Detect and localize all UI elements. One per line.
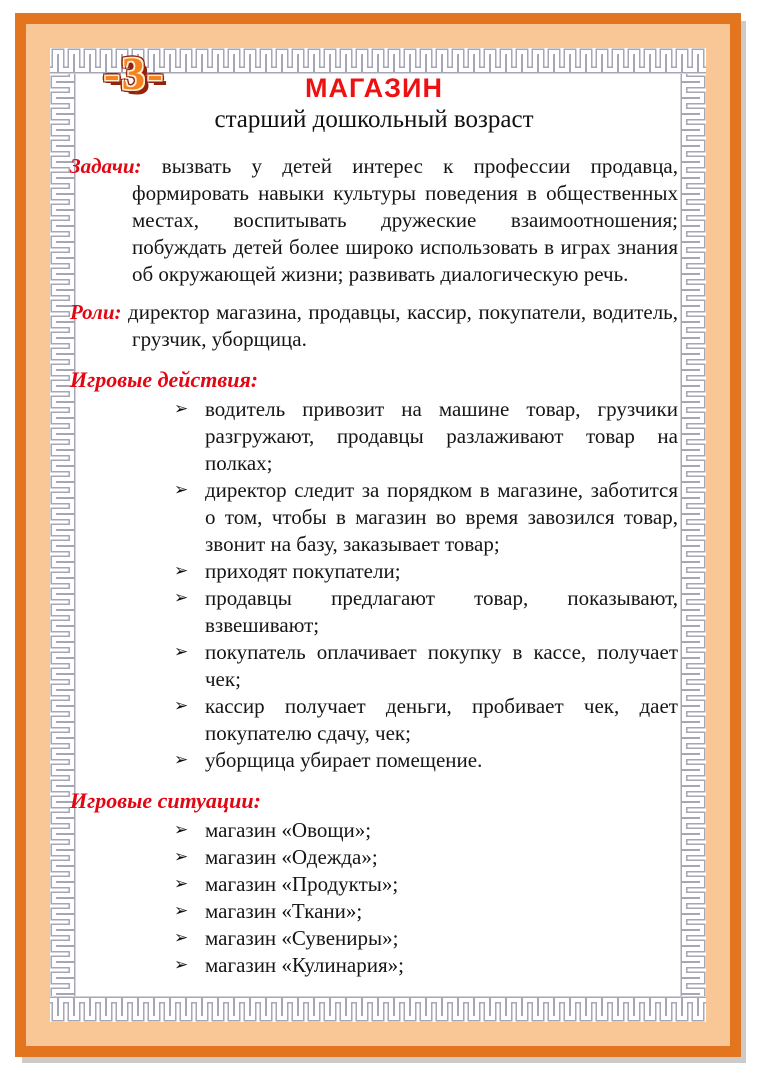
- arrow-bullet-icon: ➢: [174, 588, 189, 608]
- page-subtitle: старший дошкольный возраст: [214, 106, 534, 133]
- actions-list: [70, 396, 678, 774]
- card-header: [70, 48, 678, 135]
- action-item-text: покупатель оплачивает покупку в кассе, получает чек;: [205, 640, 678, 691]
- tasks-text: вызвать у детей интерес к профессии продавца, формировать навыки культуры поведения в общественных местах, воспитывать дружеские взаимоотношения; побуждать детей более широко использовать в играх знания об окружающей жизни; развивать диалогическую речь.: [132, 154, 678, 286]
- arrow-bullet-icon: ➢: [174, 561, 189, 581]
- arrow-bullet-icon: ➢: [174, 955, 189, 975]
- tasks-label: Задачи:: [70, 154, 142, 178]
- situation-list-item: [70, 817, 678, 844]
- action-item-text: директор следит за порядком в магазине, заботится о том, чтобы в магазин во время завозился товар, звонит на базу, заказывает товар;: [205, 478, 678, 556]
- situation-list-item: [70, 844, 678, 871]
- arrow-bullet-icon: ➢: [174, 901, 189, 921]
- action-item-text: уборщица убирает помещение.: [205, 748, 483, 772]
- action-item-text: кассир получает деньги, пробивает чек, дает покупателю сдачу, чек;: [205, 694, 678, 745]
- arrow-bullet-icon: ➢: [174, 750, 189, 770]
- card-panel: [50, 48, 706, 1022]
- roles-label: Роли:: [70, 300, 122, 324]
- situation-list-item: [70, 952, 678, 979]
- action-list-item: [70, 585, 678, 639]
- situations-list: [70, 817, 678, 979]
- arrow-bullet-icon: ➢: [174, 642, 189, 662]
- roles-text: директор магазина, продавцы, кассир, покупатели, водитель, грузчик, уборщица.: [128, 300, 678, 351]
- arrow-bullet-icon: ➢: [174, 399, 189, 419]
- action-item-text: водитель привозит на машине товар, грузчики разгружают, продавцы разлаживают товар на полках;: [205, 397, 678, 475]
- situation-list-item: [70, 898, 678, 925]
- situation-item-text: магазин «Продукты»;: [205, 872, 399, 896]
- arrow-bullet-icon: ➢: [174, 847, 189, 867]
- tasks-paragraph: [70, 153, 678, 288]
- roles-paragraph: [70, 299, 678, 353]
- action-item-text: приходят покупатели;: [205, 559, 401, 583]
- action-list-item: [70, 558, 678, 585]
- situation-item-text: магазин «Овощи»;: [205, 818, 372, 842]
- action-list-item: [70, 477, 678, 558]
- card-frame: [15, 13, 741, 1057]
- situations-heading: Игровые ситуации:: [70, 788, 261, 813]
- situation-item-text: магазин «Кулинария»;: [205, 953, 404, 977]
- actions-heading: Игровые действия:: [70, 367, 259, 392]
- arrow-bullet-icon: ➢: [174, 480, 189, 500]
- arrow-bullet-icon: ➢: [174, 874, 189, 894]
- arrow-bullet-icon: ➢: [174, 820, 189, 840]
- arrow-bullet-icon: ➢: [174, 928, 189, 948]
- situation-list-item: [70, 925, 678, 952]
- action-list-item: [70, 396, 678, 477]
- page-number-badge: -3-: [104, 48, 165, 100]
- action-list-item: [70, 747, 678, 774]
- page-title: МАГАЗИН: [305, 73, 443, 103]
- situation-item-text: магазин «Ткани»;: [205, 899, 363, 923]
- card-content: [50, 48, 706, 1022]
- action-list-item: [70, 693, 678, 747]
- situation-item-text: магазин «Одежда»;: [205, 845, 378, 869]
- action-list-item: [70, 639, 678, 693]
- situation-item-text: магазин «Сувениры»;: [205, 926, 399, 950]
- situation-list-item: [70, 871, 678, 898]
- action-item-text: продавцы предлагают товар, показывают, взвешивают;: [205, 586, 678, 637]
- arrow-bullet-icon: ➢: [174, 696, 189, 716]
